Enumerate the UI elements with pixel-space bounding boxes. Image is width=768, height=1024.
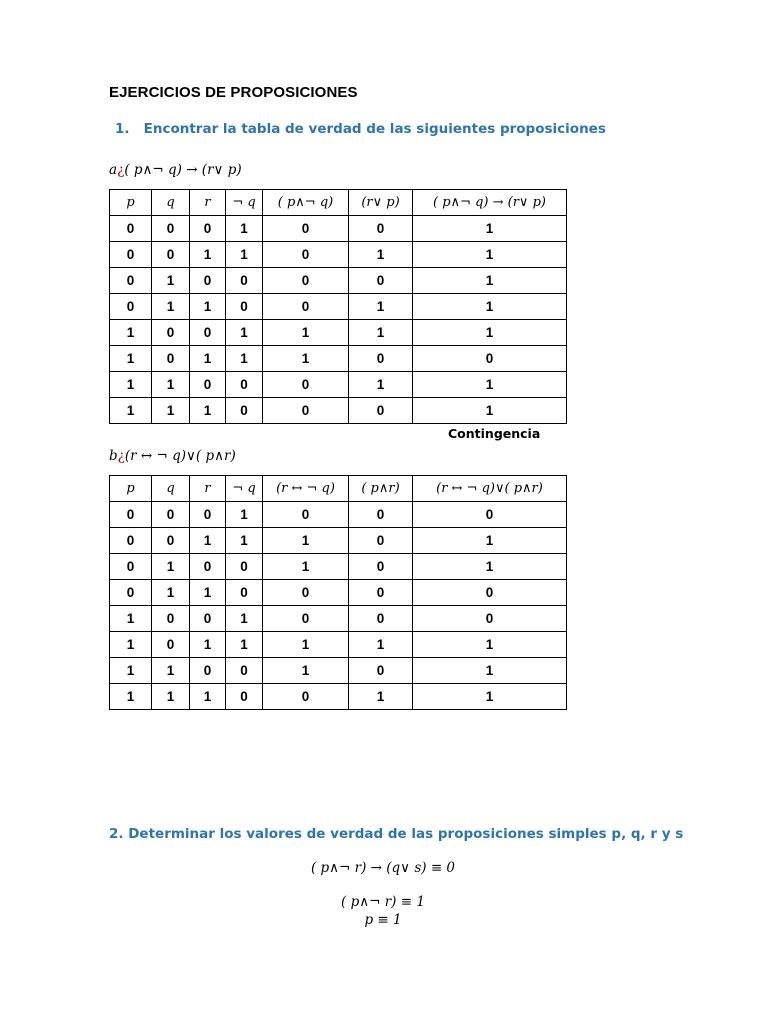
table-cell: 0	[263, 398, 349, 424]
table-cell: 1	[152, 294, 190, 320]
table-cell: 0	[349, 580, 413, 606]
table-cell: 1	[263, 658, 349, 684]
table-cell: 0	[152, 528, 190, 554]
exercise-1-heading: 1. Encontrar la tabla de verdad de las siguientes proposiciones	[115, 121, 606, 137]
table-cell: 1	[152, 684, 190, 710]
table-cell: 0	[152, 606, 190, 632]
table-cell: 0	[152, 502, 190, 528]
table-row	[110, 398, 567, 424]
column-header: (r ↔ ¬ q)∨( p∧r)	[413, 476, 567, 502]
table-cell: 1	[190, 580, 226, 606]
table-cell: 0	[152, 242, 190, 268]
table-cell: 1	[190, 346, 226, 372]
table-cell: 1	[226, 606, 263, 632]
table-cell: 1	[413, 684, 567, 710]
table-cell: 0	[152, 216, 190, 242]
truth-table-a-body	[110, 216, 567, 424]
table-cell: 1	[226, 320, 263, 346]
column-header: r	[190, 476, 226, 502]
equation-2: ( p∧¬ r) ≡ 1	[341, 894, 425, 910]
table-cell: 1	[349, 684, 413, 710]
table-cell: 0	[226, 554, 263, 580]
table-cell: 1	[152, 268, 190, 294]
column-header: ( p∧r)	[349, 476, 413, 502]
column-header: ( p∧¬ q)	[263, 190, 349, 216]
table-row	[110, 658, 567, 684]
table-cell: 0	[190, 216, 226, 242]
table-row	[110, 346, 567, 372]
table-cell: 0	[263, 580, 349, 606]
table-cell: 1	[110, 606, 152, 632]
table-cell: 1	[263, 346, 349, 372]
table-cell: 0	[349, 268, 413, 294]
table-cell: 1	[152, 658, 190, 684]
table-cell: 1	[413, 294, 567, 320]
column-header: q	[152, 476, 190, 502]
document-title: EJERCICIOS DE PROPOSICIONES	[109, 84, 358, 101]
table-row	[110, 372, 567, 398]
table-row	[110, 580, 567, 606]
table-cell: 0	[413, 346, 567, 372]
table-cell: 0	[263, 606, 349, 632]
table-cell: 0	[190, 372, 226, 398]
table-cell: 0	[110, 502, 152, 528]
result-contingencia: Contingencia	[448, 426, 541, 441]
table-cell: 0	[263, 502, 349, 528]
table-cell: 1	[413, 372, 567, 398]
exercise-2-heading: 2. Determinar los valores de verdad de las proposiciones simples p, q, r y s	[109, 826, 684, 842]
table-cell: 1	[349, 632, 413, 658]
formula-a-expression: ( p∧¬ q) → (r∨ p)	[124, 162, 242, 178]
table-row	[110, 320, 567, 346]
formula-b-expression: (r ↔ ¬ q)∨( p∧r)	[124, 448, 236, 464]
column-header: ( p∧¬ q) → (r∨ p)	[413, 190, 567, 216]
table-cell: 1	[263, 528, 349, 554]
table-cell: 1	[152, 372, 190, 398]
table-cell: 0	[263, 216, 349, 242]
table-cell: 1	[190, 398, 226, 424]
table-cell: 1	[413, 528, 567, 554]
table-cell: 0	[110, 528, 152, 554]
table-row	[110, 606, 567, 632]
table-row	[110, 684, 567, 710]
table-cell: 1	[413, 268, 567, 294]
column-header: p	[110, 190, 152, 216]
table-cell: 1	[349, 294, 413, 320]
table-row	[110, 632, 567, 658]
table-cell: 0	[226, 268, 263, 294]
table-cell: 1	[152, 580, 190, 606]
table-cell: 1	[413, 658, 567, 684]
table-cell: 0	[349, 502, 413, 528]
table-cell: 1	[226, 216, 263, 242]
table-cell: 1	[226, 502, 263, 528]
table-cell: 1	[349, 242, 413, 268]
table-row	[110, 294, 567, 320]
truth-table-b-header	[110, 476, 567, 502]
table-cell: 0	[349, 346, 413, 372]
formula-a-label: a	[109, 162, 118, 178]
table-cell: 0	[349, 658, 413, 684]
table-row	[110, 242, 567, 268]
table-cell: 1	[110, 372, 152, 398]
table-cell: 0	[349, 554, 413, 580]
column-header: (r ↔ ¬ q)	[263, 476, 349, 502]
column-header: (r∨ p)	[349, 190, 413, 216]
table-cell: 1	[413, 554, 567, 580]
table-cell: 0	[226, 372, 263, 398]
formula-b	[109, 448, 236, 464]
table-cell: 0	[226, 580, 263, 606]
table-cell: 1	[413, 398, 567, 424]
table-cell: 0	[110, 216, 152, 242]
column-header: q	[152, 190, 190, 216]
table-cell: 0	[349, 398, 413, 424]
table-cell: 1	[110, 346, 152, 372]
table-cell: 1	[226, 346, 263, 372]
table-cell: 0	[152, 346, 190, 372]
table-row	[110, 268, 567, 294]
truth-table-b	[109, 475, 567, 710]
table-cell: 1	[190, 528, 226, 554]
formula-a	[109, 162, 242, 178]
table-cell: 1	[110, 398, 152, 424]
table-cell: 1	[263, 632, 349, 658]
table-cell: 1	[413, 320, 567, 346]
table-cell: 0	[152, 632, 190, 658]
table-cell: 1	[226, 528, 263, 554]
table-row	[110, 554, 567, 580]
truth-table-a	[109, 189, 567, 424]
table-cell: 0	[413, 580, 567, 606]
column-header: p	[110, 476, 152, 502]
table-cell: 0	[226, 658, 263, 684]
table-cell: 0	[349, 216, 413, 242]
table-cell: 1	[263, 320, 349, 346]
column-header: r	[190, 190, 226, 216]
table-cell: 0	[263, 684, 349, 710]
table-cell: 0	[110, 580, 152, 606]
table-cell: 0	[190, 554, 226, 580]
table-cell: 0	[110, 242, 152, 268]
table-cell: 0	[413, 502, 567, 528]
formula-a-marker: ¿	[117, 162, 125, 178]
table-cell: 0	[110, 268, 152, 294]
table-cell: 1	[190, 242, 226, 268]
table-cell: 0	[349, 528, 413, 554]
table-cell: 1	[349, 372, 413, 398]
table-cell: 0	[263, 294, 349, 320]
table-cell: 0	[190, 320, 226, 346]
table-cell: 1	[190, 684, 226, 710]
table-cell: 1	[226, 632, 263, 658]
table-row	[110, 528, 567, 554]
table-cell: 0	[413, 606, 567, 632]
formula-b-marker: ¿	[117, 448, 125, 464]
table-cell: 1	[349, 320, 413, 346]
formula-b-label: b	[109, 448, 118, 464]
table-cell: 0	[226, 398, 263, 424]
table-row	[110, 216, 567, 242]
table-cell: 0	[349, 606, 413, 632]
column-header: ¬ q	[226, 190, 263, 216]
table-cell: 1	[226, 242, 263, 268]
table-cell: 0	[190, 606, 226, 632]
table-cell: 1	[110, 658, 152, 684]
table-cell: 0	[110, 554, 152, 580]
truth-table-a-header	[110, 190, 567, 216]
equation-3: p ≡ 1	[364, 912, 402, 928]
table-cell: 1	[413, 216, 567, 242]
table-cell: 1	[152, 398, 190, 424]
table-cell: 0	[190, 502, 226, 528]
table-cell: 0	[263, 242, 349, 268]
equation-1: ( p∧¬ r) → (q∨ s) ≡ 0	[310, 860, 456, 876]
table-cell: 1	[263, 554, 349, 580]
table-cell: 0	[263, 372, 349, 398]
table-cell: 1	[413, 632, 567, 658]
table-row	[110, 502, 567, 528]
table-cell: 1	[190, 294, 226, 320]
column-header: ¬ q	[226, 476, 263, 502]
table-cell: 1	[110, 632, 152, 658]
table-cell: 1	[413, 242, 567, 268]
table-cell: 0	[226, 294, 263, 320]
table-cell: 1	[110, 320, 152, 346]
table-cell: 1	[152, 554, 190, 580]
table-cell: 0	[226, 684, 263, 710]
table-cell: 0	[263, 268, 349, 294]
truth-table-b-body	[110, 502, 567, 710]
table-cell: 0	[190, 268, 226, 294]
table-cell: 0	[152, 320, 190, 346]
table-cell: 0	[190, 658, 226, 684]
table-cell: 1	[190, 632, 226, 658]
table-cell: 1	[110, 684, 152, 710]
table-cell: 0	[110, 294, 152, 320]
